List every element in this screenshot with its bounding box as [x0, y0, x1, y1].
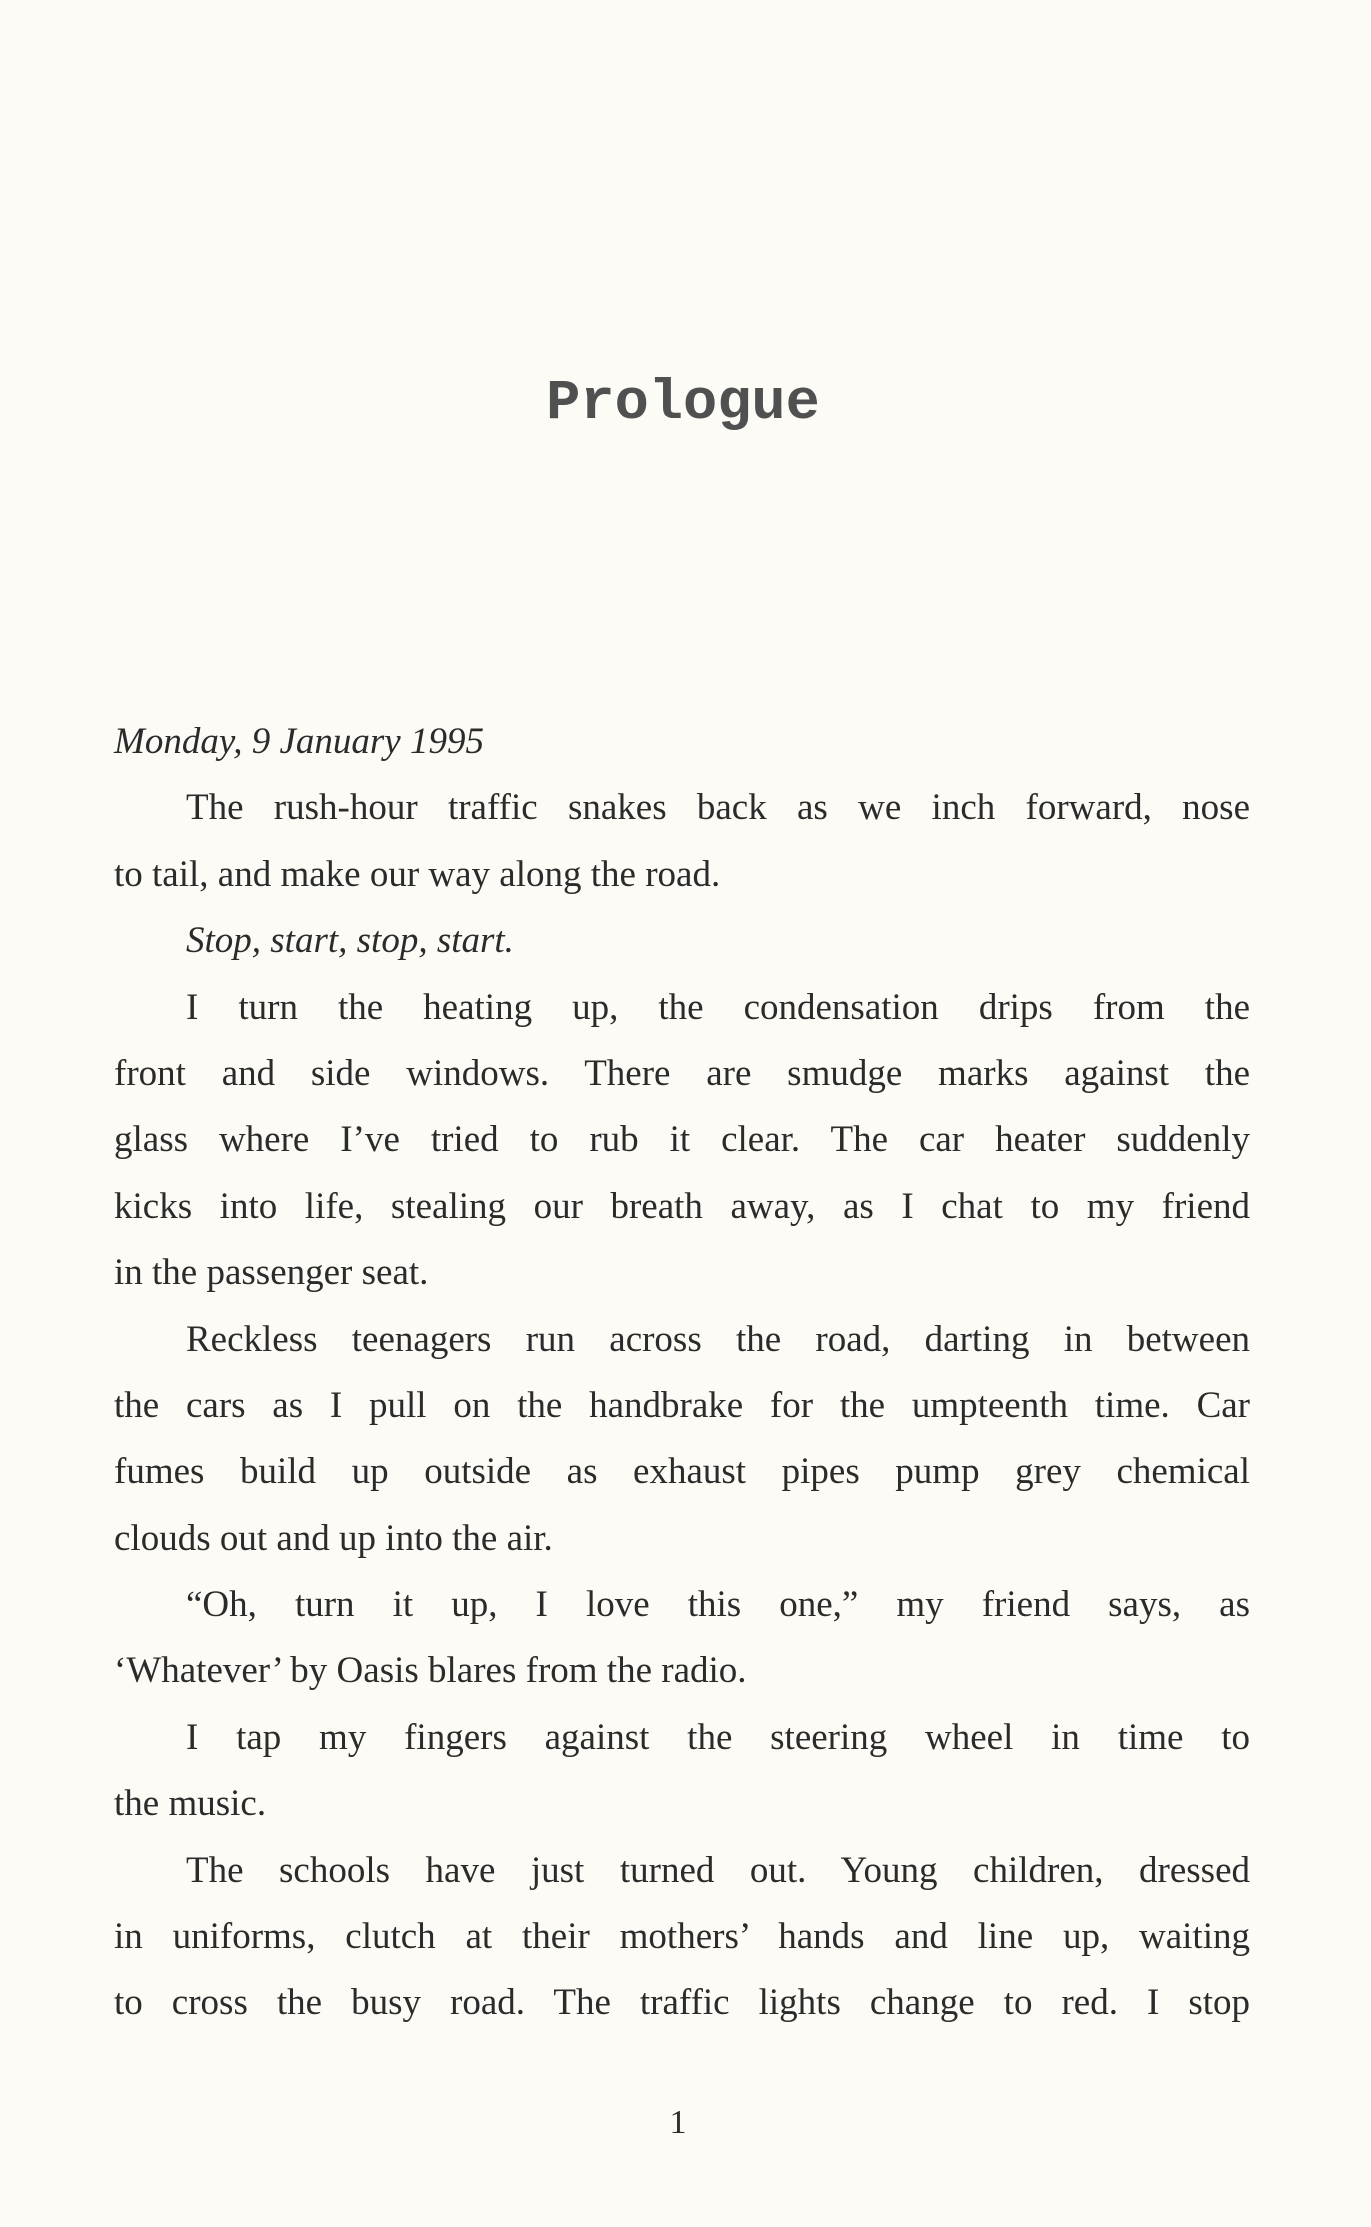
text-line: The rush-hour traffic snakes back as we inch forward, nose	[186, 787, 1250, 829]
text-line: the cars as I pull on the handbrake for the umpteenth time. Car	[114, 1384, 1250, 1426]
text-line: to tail, and make our way along the road.	[114, 853, 721, 895]
text-line: clouds out and up into the air.	[114, 1517, 553, 1559]
text-line: to cross the busy road. The traffic lights change to red. I stop	[114, 1982, 1250, 2024]
date-line: Monday, 9 January 1995	[114, 721, 484, 762]
text-line: Reckless teenagers run across the road, darting in between	[186, 1318, 1250, 1360]
text-line: front and side windows. There are smudge marks against the	[114, 1052, 1250, 1094]
chapter-title: Prologue	[546, 372, 820, 436]
text-line: ‘Whatever’ by Oasis blares from the radio.	[114, 1650, 747, 1692]
text-line: I tap my fingers against the steering wheel in time to	[186, 1716, 1250, 1758]
text-line: in uniforms, clutch at their mothers’ hands and line up, waiting	[114, 1916, 1250, 1958]
text-line: the music.	[114, 1783, 267, 1825]
text-line: glass where I’ve tried to rub it clear. The car heater suddenly	[114, 1119, 1250, 1161]
text-line: I turn the heating up, the condensation drips from the	[186, 986, 1250, 1028]
text-line: kicks into life, stealing our breath away, as I chat to my friend	[114, 1185, 1250, 1227]
text-line: The schools have just turned out. Young children, dressed	[186, 1849, 1250, 1891]
text-line: Stop, start, stop, start.	[186, 920, 514, 962]
text-line: fumes build up outside as exhaust pipes pump grey chemical	[114, 1451, 1250, 1493]
text-line: “Oh, turn it up, I love this one,” my friend says, as	[186, 1584, 1250, 1626]
text-line: in the passenger seat.	[114, 1252, 429, 1294]
body-text	[114, 709, 1250, 2037]
page-number: 1	[669, 2104, 687, 2141]
